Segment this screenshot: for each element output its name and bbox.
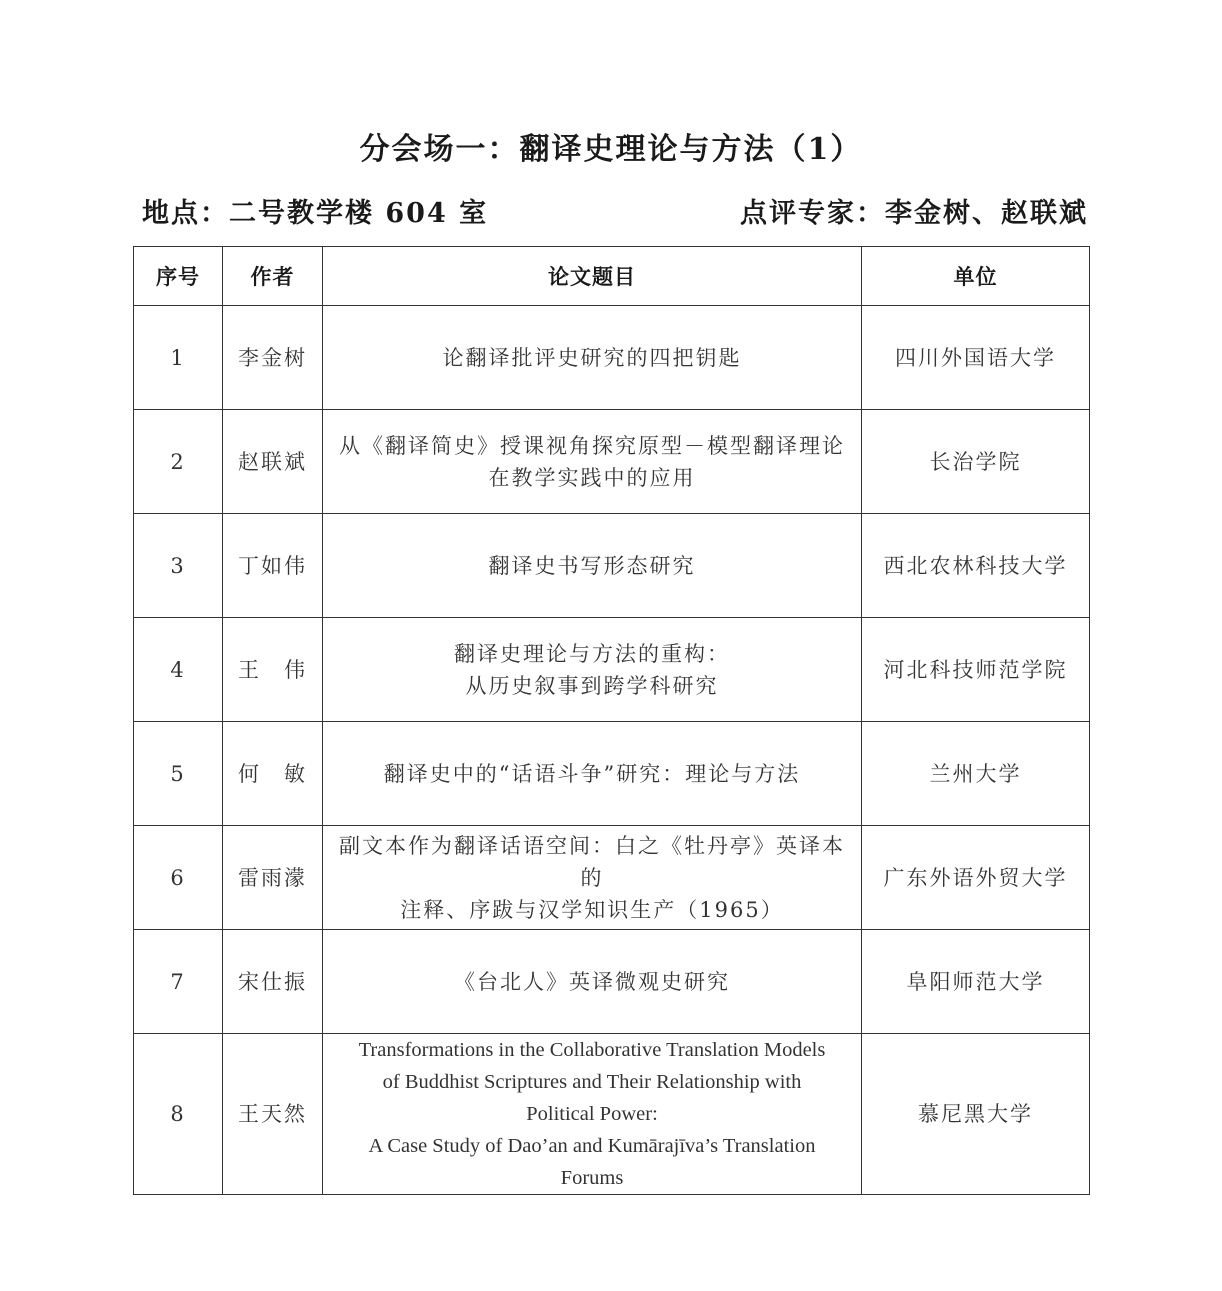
table-row	[134, 306, 1090, 410]
row-affiliation: 河北科技师范学院	[862, 618, 1090, 722]
table-row	[134, 826, 1090, 930]
schedule-table	[133, 246, 1090, 1195]
row-author: 何 敏	[223, 722, 323, 826]
row-number: 6	[134, 826, 223, 930]
row-number: 2	[134, 410, 223, 514]
paper-title-line: 翻译史书写形态研究	[488, 553, 696, 578]
row-author: 王 伟	[223, 618, 323, 722]
paper-title-line: Transformations in the Collaborative Translation Models	[358, 1039, 826, 1061]
row-author: 宋仕振	[223, 930, 323, 1034]
row-paper-title	[323, 410, 862, 514]
header-number: 序号	[134, 247, 223, 306]
paper-title-line: 论翻译批评史研究的四把钥匙	[442, 345, 742, 370]
row-number: 1	[134, 306, 223, 410]
row-author: 王天然	[223, 1034, 323, 1195]
row-author: 李金树	[223, 306, 323, 410]
row-paper-title	[323, 826, 862, 930]
paper-title-line: Forums	[560, 1167, 624, 1189]
review-experts: 点评专家：李金树、赵联斌	[740, 198, 1088, 229]
row-number: 8	[134, 1034, 223, 1195]
table-header-row	[134, 247, 1090, 306]
paper-title-line: 在教学实践中的应用	[488, 465, 696, 490]
table-row	[134, 1034, 1090, 1195]
session-location: 地点：二号教学楼 604 室	[142, 198, 489, 229]
paper-title-line: 副文本作为翻译话语空间：白之《牡丹亭》英译本的	[339, 833, 845, 890]
paper-title-line: 注释、序跋与汉学知识生产（1965）	[400, 897, 784, 922]
paper-title-line: of Buddhist Scriptures and Their Relationship with	[382, 1071, 802, 1093]
header-affiliation: 单位	[862, 247, 1090, 306]
row-paper-title	[323, 618, 862, 722]
table-row	[134, 930, 1090, 1034]
header-paper-title: 论文题目	[323, 247, 862, 306]
row-paper-title	[323, 722, 862, 826]
table-row	[134, 410, 1090, 514]
paper-title-line: A Case Study of Dao’an and Kumārajīva’s Translation	[368, 1135, 816, 1157]
paper-title-line: 翻译史中的“话语斗争”研究：理论与方法	[383, 761, 801, 786]
row-author: 丁如伟	[223, 514, 323, 618]
table-row	[134, 514, 1090, 618]
row-affiliation: 四川外国语大学	[862, 306, 1090, 410]
paper-title-line: Political Power:	[526, 1103, 658, 1125]
row-number: 7	[134, 930, 223, 1034]
row-paper-title	[323, 930, 862, 1034]
row-number: 3	[134, 514, 223, 618]
row-affiliation: 长治学院	[862, 410, 1090, 514]
row-affiliation: 慕尼黑大学	[862, 1034, 1090, 1195]
row-number: 5	[134, 722, 223, 826]
row-author: 雷雨濛	[223, 826, 323, 930]
paper-title-line: 从历史叙事到跨学科研究	[465, 673, 719, 698]
table-row	[134, 722, 1090, 826]
row-affiliation: 西北农林科技大学	[862, 514, 1090, 618]
paper-title-line: 翻译史理论与方法的重构：	[454, 641, 730, 666]
paper-title-line: 《台北人》英译微观史研究	[454, 969, 730, 994]
row-paper-title	[323, 514, 862, 618]
row-paper-title	[323, 1034, 862, 1195]
row-affiliation: 阜阳师范大学	[862, 930, 1090, 1034]
table-row	[134, 618, 1090, 722]
header-author: 作者	[223, 247, 323, 306]
page-title: 分会场一：翻译史理论与方法（1）	[359, 132, 863, 167]
row-number: 4	[134, 618, 223, 722]
row-author: 赵联斌	[223, 410, 323, 514]
paper-title-line: 从《翻译简史》授课视角探究原型－模型翻译理论	[339, 433, 845, 458]
row-paper-title	[323, 306, 862, 410]
row-affiliation: 兰州大学	[862, 722, 1090, 826]
row-affiliation: 广东外语外贸大学	[862, 826, 1090, 930]
session-meta	[142, 194, 1088, 234]
